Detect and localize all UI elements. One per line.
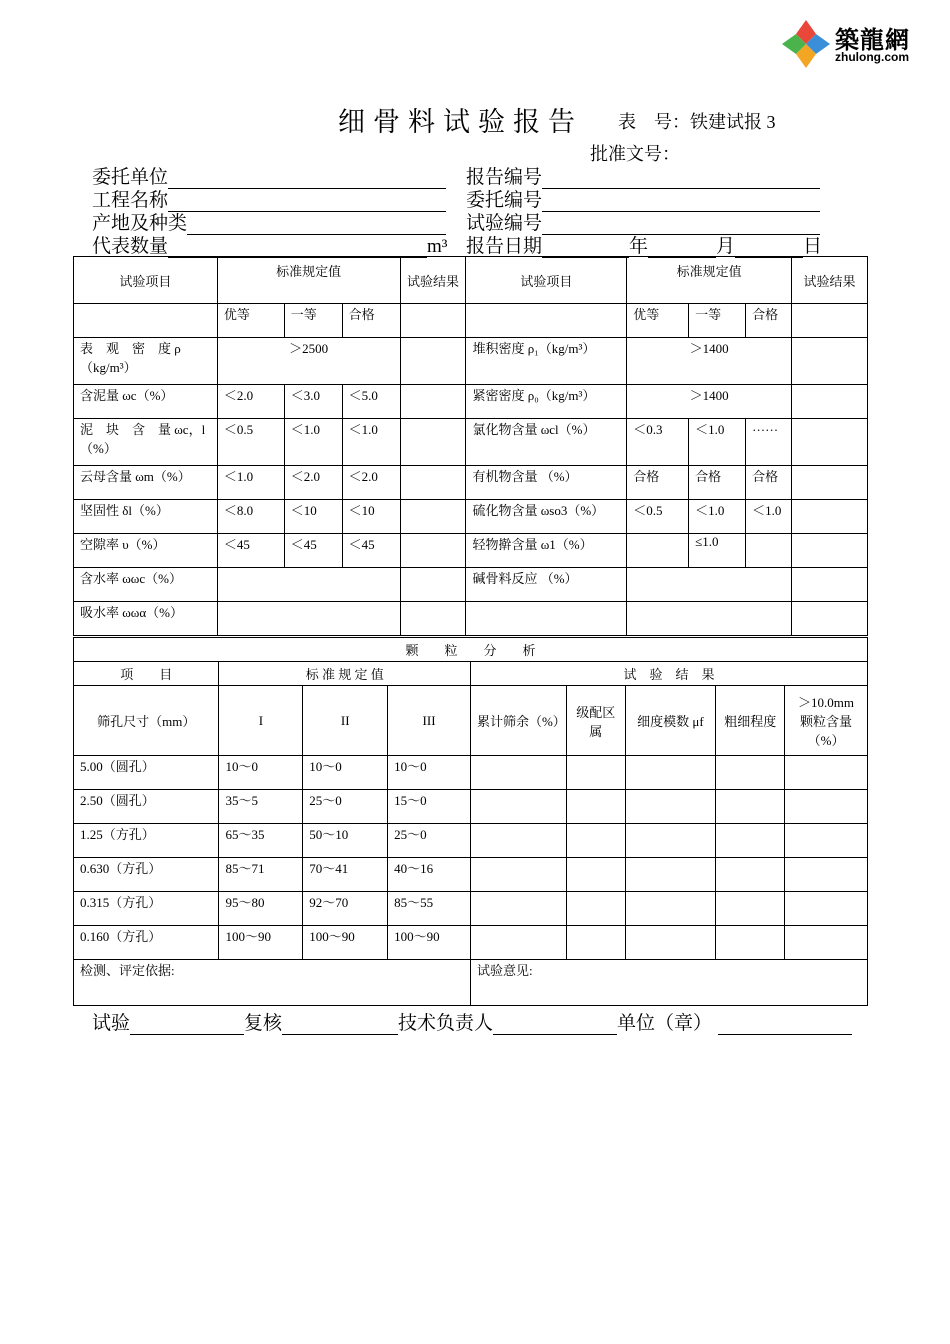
grading-zone-header: 级配区属 <box>566 686 625 756</box>
checker-label: 复核 <box>244 1013 283 1034</box>
grading-zone-cell[interactable] <box>566 926 625 960</box>
report-date-label: 报告日期 <box>466 236 543 257</box>
fineness-modulus-cell[interactable] <box>625 926 716 960</box>
bulk-density-label: 堆积密度 ρ₁（kg/m³） <box>466 338 627 385</box>
logo-text: 築龍網 <box>835 28 910 54</box>
grade-pass-right: 合格 <box>746 304 792 338</box>
test-opinion-field[interactable]: 试验意见: <box>470 960 867 1006</box>
sulfide-result[interactable] <box>792 500 868 534</box>
blank-right-label <box>466 602 627 636</box>
cumulative-retained-cell[interactable] <box>470 790 566 824</box>
entrust-no-label: 委托编号 <box>466 190 543 211</box>
water-absorption-result[interactable] <box>400 602 466 636</box>
organic-label: 有机物含量 （%） <box>466 466 627 500</box>
day-label: 日 <box>803 236 823 257</box>
light-matter-std-2: ≤1.0 <box>689 534 746 568</box>
grading-zone-cell[interactable] <box>566 756 625 790</box>
coarseness-cell[interactable] <box>716 926 785 960</box>
grade-excellent-right: 优等 <box>627 304 689 338</box>
cumulative-retained-cell[interactable] <box>470 756 566 790</box>
mica-std-3: ＜2.0 <box>342 466 400 500</box>
light-matter-std-3 <box>746 534 792 568</box>
sieve-label: 5.00（圆孔） <box>74 756 219 790</box>
clay-lump-std-3: ＜1.0 <box>342 419 400 466</box>
sulfide-label: 硫化物含量 ωso3（%） <box>466 500 627 534</box>
over-10mm-cell[interactable] <box>785 790 868 824</box>
zone-1-header: I <box>219 686 303 756</box>
light-matter-result[interactable] <box>792 534 868 568</box>
mica-std-1: ＜1.0 <box>217 466 284 500</box>
grade-result-left[interactable] <box>400 304 466 338</box>
light-matter-label: 轻物擀含量 ω1（%） <box>466 534 627 568</box>
grade-result-right[interactable] <box>792 304 868 338</box>
void-ratio-std-2: ＜45 <box>284 534 342 568</box>
quantity-field[interactable] <box>92 231 448 258</box>
mud-content-result[interactable] <box>400 385 466 419</box>
grade-first-right: 一等 <box>689 304 746 338</box>
checker-signature[interactable] <box>282 1016 398 1035</box>
chloride-std-3: …… <box>746 419 792 466</box>
coarseness-header: 粗细程度 <box>716 686 785 756</box>
mud-content-std-3: ＜5.0 <box>342 385 400 419</box>
alkali-reaction-standard <box>627 568 792 602</box>
tech-lead-label: 技术负责人 <box>398 1013 494 1034</box>
logo-icon <box>780 18 832 70</box>
mica-label: 云母含量 ωm（%） <box>74 466 218 500</box>
soundness-label: 坚固性 δl（%） <box>74 500 218 534</box>
chloride-std-2: ＜1.0 <box>689 419 746 466</box>
project-label: 工程名称 <box>92 190 169 211</box>
unit-label: 单位（章） <box>617 1013 713 1034</box>
moisture-standard <box>217 568 400 602</box>
report-no-label: 报告编号 <box>466 167 543 188</box>
cumulative-retained-cell[interactable] <box>470 892 566 926</box>
compact-density-label: 紧密密度 ρ₀（kg/m³） <box>466 385 627 419</box>
cumulative-retained-cell[interactable] <box>470 858 566 892</box>
apparent-density-label: 表 观 密 度 ρ（kg/m³） <box>74 338 218 385</box>
quantity-unit: m³ <box>427 236 448 257</box>
mud-content-label: 含泥量 ωc（%） <box>74 385 218 419</box>
grading-table <box>73 637 868 1006</box>
sieve-label: 1.25（方孔） <box>74 824 219 858</box>
moisture-result[interactable] <box>400 568 466 602</box>
approval-number: 批准文号： <box>590 144 680 164</box>
organic-result[interactable] <box>792 466 868 500</box>
unit-seal[interactable] <box>718 1016 852 1035</box>
test-basis-field[interactable]: 检测、评定依据: <box>74 960 471 1006</box>
mica-std-2: ＜2.0 <box>284 466 342 500</box>
void-ratio-result[interactable] <box>400 534 466 568</box>
organic-std-1: 合格 <box>627 466 689 500</box>
soundness-std-1: ＜8.0 <box>217 500 284 534</box>
zone-1-value: 95～80 <box>219 892 303 926</box>
apparent-density-result[interactable] <box>400 338 466 385</box>
grading-header-standard: 标 准 规 定 值 <box>219 662 471 686</box>
mica-result[interactable] <box>400 466 466 500</box>
apparent-density-standard: ＞2500 <box>217 338 400 385</box>
blank-right-standard <box>627 602 792 636</box>
cumulative-retained-cell[interactable] <box>470 824 566 858</box>
organic-std-2: 合格 <box>689 466 746 500</box>
fineness-modulus-cell[interactable] <box>625 756 716 790</box>
zone-1-value: 65～35 <box>219 824 303 858</box>
zone-1-value: 85～71 <box>219 858 303 892</box>
clay-lump-result[interactable] <box>400 419 466 466</box>
fineness-modulus-cell[interactable] <box>625 790 716 824</box>
organic-std-3: 合格 <box>746 466 792 500</box>
grade-blank-right <box>466 304 627 338</box>
cumulative-retained-header: 累计筛余（%） <box>470 686 566 756</box>
over-10mm-cell[interactable] <box>785 824 868 858</box>
grading-header-item: 项 目 <box>74 662 219 686</box>
signature-line <box>92 1008 852 1035</box>
zone-3-value: 100～90 <box>388 926 471 960</box>
logo <box>780 18 925 70</box>
sulfide-std-1: ＜0.5 <box>627 500 689 534</box>
bulk-density-standard: ＞1400 <box>627 338 792 385</box>
soundness-std-2: ＜10 <box>284 500 342 534</box>
sulfide-std-3: ＜1.0 <box>746 500 792 534</box>
zone-2-header: II <box>303 686 388 756</box>
grade-blank-left <box>74 304 218 338</box>
light-matter-std-1 <box>627 534 689 568</box>
zone-2-value: 100～90 <box>303 926 388 960</box>
over-10mm-header: ＞10.0mm 颗粒含量（%） <box>785 686 868 756</box>
grading-zone-cell[interactable] <box>566 892 625 926</box>
sieve-label: 0.630（方孔） <box>74 858 219 892</box>
client-label: 委托单位 <box>92 167 169 188</box>
zone-3-value: 25～0 <box>388 824 471 858</box>
zone-2-value: 50～10 <box>303 824 388 858</box>
sieve-size-header: 筛孔尺寸（mm） <box>74 686 219 756</box>
sieve-label: 0.160（方孔） <box>74 926 219 960</box>
alkali-reaction-label: 碱骨料反应 （%） <box>466 568 627 602</box>
sieve-label: 0.315（方孔） <box>74 892 219 926</box>
water-absorption-label: 吸水率 ωωα（%） <box>74 602 218 636</box>
header-result-right: 试验结果 <box>792 257 868 304</box>
origin-label: 产地及种类 <box>92 213 188 234</box>
void-ratio-std-3: ＜45 <box>342 534 400 568</box>
header-result-left: 试验结果 <box>400 257 466 304</box>
void-ratio-label: 空隙率 υ（%） <box>74 534 218 568</box>
grading-title: 颗 粒 分 析 <box>74 638 868 662</box>
fineness-modulus-cell[interactable] <box>625 858 716 892</box>
soundness-std-3: ＜10 <box>342 500 400 534</box>
sieve-label: 2.50（圆孔） <box>74 790 219 824</box>
zone-2-value: 92～70 <box>303 892 388 926</box>
grading-zone-cell[interactable] <box>566 858 625 892</box>
coarseness-cell[interactable] <box>716 892 785 926</box>
cumulative-retained-cell[interactable] <box>470 926 566 960</box>
chloride-std-1: ＜0.3 <box>627 419 689 466</box>
grade-first-left: 一等 <box>284 304 342 338</box>
over-10mm-cell[interactable] <box>785 926 868 960</box>
void-ratio-std-1: ＜45 <box>217 534 284 568</box>
fineness-modulus-cell[interactable] <box>625 892 716 926</box>
blank-right-result[interactable] <box>792 602 868 636</box>
coarseness-cell[interactable] <box>716 790 785 824</box>
test-no-label: 试验编号 <box>466 213 543 234</box>
zone-3-value: 85～55 <box>388 892 471 926</box>
header-standard-left: 标准规定值 <box>217 257 400 304</box>
zone-1-value: 100～90 <box>219 926 303 960</box>
properties-table <box>73 256 868 636</box>
page-title: 细骨料试验报告 <box>338 107 583 137</box>
alkali-reaction-result[interactable] <box>792 568 868 602</box>
year-label: 年 <box>629 236 649 257</box>
compact-density-standard: ＞1400 <box>627 385 792 419</box>
coarseness-cell[interactable] <box>716 756 785 790</box>
over-10mm-cell[interactable] <box>785 858 868 892</box>
grading-zone-cell[interactable] <box>566 790 625 824</box>
zone-3-value: 15～0 <box>388 790 471 824</box>
header-item-left: 试验项目 <box>74 257 218 304</box>
mud-content-std-1: ＜2.0 <box>217 385 284 419</box>
grade-pass-left: 合格 <box>342 304 400 338</box>
tester-signature[interactable] <box>130 1016 244 1035</box>
report-date-field[interactable] <box>466 231 822 258</box>
tester-label: 试验 <box>92 1013 131 1034</box>
zone-1-value: 35～5 <box>219 790 303 824</box>
clay-lump-std-2: ＜1.0 <box>284 419 342 466</box>
fineness-modulus-cell[interactable] <box>625 824 716 858</box>
zone-1-value: 10～0 <box>219 756 303 790</box>
clay-lump-std-1: ＜0.5 <box>217 419 284 466</box>
month-label: 月 <box>716 236 736 257</box>
zone-2-value: 25～0 <box>303 790 388 824</box>
grading-header-result: 试 验 结 果 <box>470 662 867 686</box>
header-item-right: 试验项目 <box>466 257 627 304</box>
compact-density-result[interactable] <box>792 385 868 419</box>
table-number: 表 号：铁建试报 3 <box>618 112 776 132</box>
chloride-result[interactable] <box>792 419 868 466</box>
mud-content-std-2: ＜3.0 <box>284 385 342 419</box>
header-standard-right: 标准规定值 <box>627 257 792 304</box>
clay-lump-label: 泥 块 含 量 ωc，l（%） <box>74 419 218 466</box>
fineness-modulus-header: 细度模数 μf <box>625 686 716 756</box>
grading-zone-cell[interactable] <box>566 824 625 858</box>
sulfide-std-2: ＜1.0 <box>689 500 746 534</box>
moisture-label: 含水率 ωωc（%） <box>74 568 218 602</box>
zone-2-value: 70～41 <box>303 858 388 892</box>
coarseness-cell[interactable] <box>716 858 785 892</box>
zone-3-value: 10～0 <box>388 756 471 790</box>
quantity-label: 代表数量 <box>92 236 169 257</box>
chloride-label: 氯化物含量 ωcl（%） <box>466 419 627 466</box>
tech-lead-signature[interactable] <box>493 1016 617 1035</box>
zone-2-value: 10～0 <box>303 756 388 790</box>
bulk-density-result[interactable] <box>792 338 868 385</box>
zone-3-header: III <box>388 686 471 756</box>
over-10mm-cell[interactable] <box>785 892 868 926</box>
water-absorption-standard <box>217 602 400 636</box>
zone-3-value: 40～16 <box>388 858 471 892</box>
coarseness-cell[interactable] <box>716 824 785 858</box>
over-10mm-cell[interactable] <box>785 756 868 790</box>
soundness-result[interactable] <box>400 500 466 534</box>
logo-url: zhulong.com <box>835 50 909 64</box>
grade-excellent-left: 优等 <box>217 304 284 338</box>
